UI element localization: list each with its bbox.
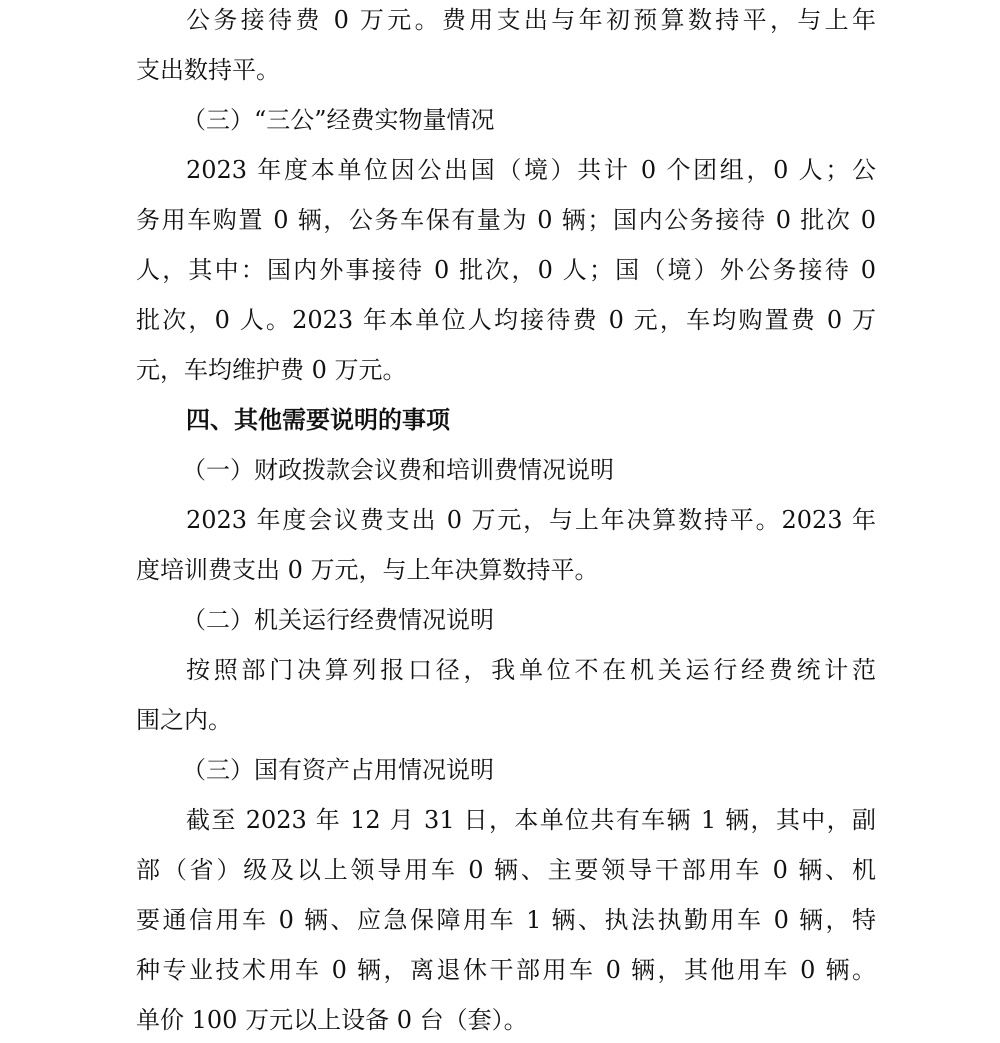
paragraph-line: 元，车均维护费 0 万元。 — [136, 356, 407, 384]
section-heading: 四、其他需要说明的事项 — [186, 406, 450, 434]
section-subheading: （三）国有资产占用情况说明 — [182, 756, 494, 784]
paragraph-line: 要通信用车 0 辆、应急保障用车 1 辆、执法执勤用车 0 辆，特 — [136, 906, 876, 934]
paragraph-line: 部（省）级及以上领导用车 0 辆、主要领导干部用车 0 辆、机 — [136, 856, 876, 884]
paragraph-line: 按照部门决算列报口径，我单位不在机关运行经费统计范 — [186, 656, 876, 684]
paragraph-line: 2023 年度会议费支出 0 万元，与上年决算数持平。2023 年 — [186, 506, 876, 534]
section-subheading: （三）“三公”经费实物量情况 — [182, 106, 495, 134]
paragraph-line: 度培训费支出 0 万元，与上年决算数持平。 — [136, 556, 599, 584]
paragraph-line: 支出数持平。 — [136, 56, 280, 84]
paragraph-line: 人，其中：国内外事接待 0 批次，0 人；国（境）外公务接待 0 — [136, 256, 876, 284]
paragraph-line: 公务接待费 0 万元。费用支出与年初预算数持平，与上年 — [186, 6, 876, 34]
paragraph-line: 2023 年度本单位因公出国（境）共计 0 个团组，0 人；公 — [186, 156, 876, 184]
paragraph-line: 批次，0 人。2023 年本单位人均接待费 0 元，车均购置费 0 万 — [136, 306, 876, 334]
paragraph-line: 截至 2023 年 12 月 31 日，本单位共有车辆 1 辆，其中，副 — [186, 806, 876, 834]
paragraph-line: 单价 100 万元以上设备 0 台（套）。 — [136, 1006, 528, 1034]
section-subheading: （二）机关运行经费情况说明 — [182, 606, 494, 634]
paragraph-line: 围之内。 — [136, 706, 232, 734]
paragraph-line: 种专业技术用车 0 辆，离退休干部用车 0 辆，其他用车 0 辆。 — [136, 956, 876, 984]
paragraph-line: 务用车购置 0 辆，公务车保有量为 0 辆；国内公务接待 0 批次 0 — [136, 206, 876, 234]
section-subheading: （一）财政拨款会议费和培训费情况说明 — [182, 456, 614, 484]
